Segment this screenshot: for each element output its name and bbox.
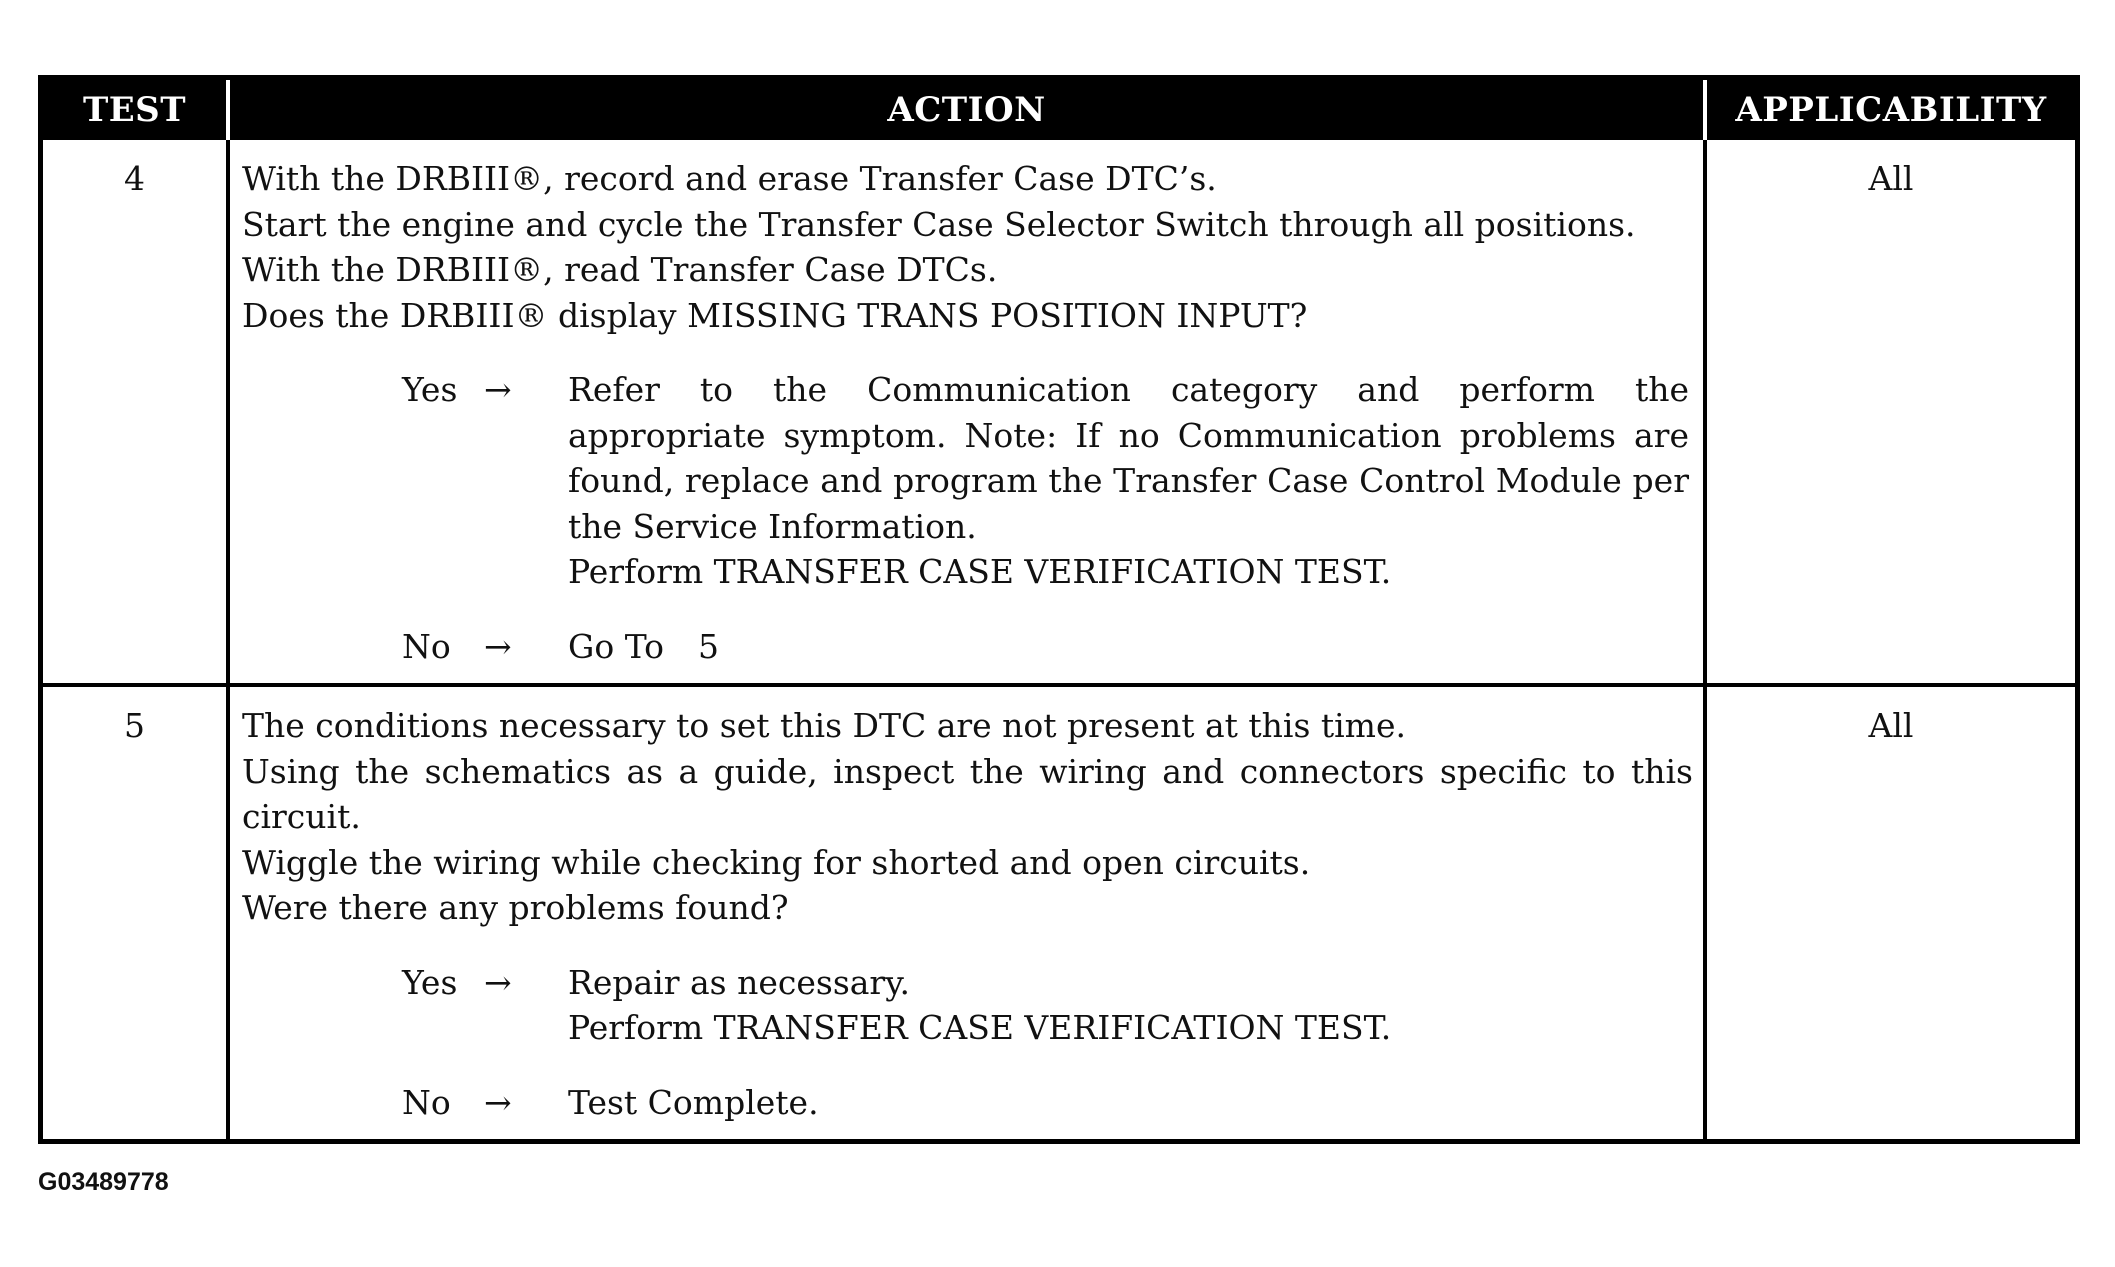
result-no-label: No [402, 1082, 451, 1122]
verification-test-instruction: Perform TRANSFER CASE VERIFICATION TEST. [568, 552, 1392, 591]
result-no-text: Test Complete. [568, 1082, 819, 1122]
result-yes-body [568, 367, 1693, 595]
diagnostic-test-table-frame [38, 75, 2080, 1144]
verification-test-instruction: Perform TRANSFER CASE VERIFICATION TEST. [568, 1008, 1392, 1047]
action-step: Using the schematics as a guide, inspect the wiring and connectors specific to this circuit. [242, 751, 1693, 836]
goto-test-number: 5 [698, 626, 720, 666]
right-arrow-icon: → [484, 962, 512, 1002]
result-yes [402, 960, 1693, 1051]
result-yes [402, 367, 1693, 595]
result-yes-text: Refer to the Communication category and perform the appropriate symptom. Note: If no Communication problems are found, replace and program the Transfer Case Control Module per the Service Information. [568, 370, 1689, 546]
result-yes-label: Yes [402, 370, 458, 409]
right-arrow-icon: → [484, 626, 512, 666]
right-arrow-icon: → [484, 370, 512, 409]
result-no-label: No [402, 626, 451, 666]
result-no [402, 624, 1693, 670]
table-row-test-5 [43, 685, 2075, 1139]
goto-label: Go To [568, 626, 665, 666]
action-cell [228, 140, 1705, 685]
result-no [402, 1080, 1693, 1126]
table-body [43, 140, 2075, 1139]
result-no-body [568, 1080, 1693, 1126]
action-step: With the DRBIII®, read Transfer Case DTCs. [242, 250, 998, 289]
action-cell [228, 685, 1705, 1139]
column-header-test: TEST [43, 80, 228, 140]
header-row [43, 80, 2075, 140]
action-step: Wiggle the wiring while checking for shorted and open circuits. [242, 842, 1311, 882]
action-step: The conditions necessary to set this DTC are not present at this time. [242, 706, 1406, 745]
result-yes-body [568, 960, 1693, 1051]
column-header-action: ACTION [228, 80, 1705, 140]
diagnostic-test-table [43, 80, 2075, 1139]
figure-id: G03489778 [38, 1168, 169, 1196]
test-number: 5 [43, 685, 228, 1139]
action-step: With the DRBIII®, record and erase Transfer Case DTC’s. [242, 159, 1217, 198]
right-arrow-icon: → [484, 1082, 512, 1122]
applicability-value: All [1705, 685, 2075, 1139]
applicability-value: All [1705, 140, 2075, 685]
result-yes-text: Repair as necessary. [568, 962, 910, 1002]
action-step: Start the engine and cycle the Transfer Case Selector Switch through all positions. [242, 204, 1636, 244]
action-step: Were there any problems found? [242, 888, 789, 927]
table-header [43, 80, 2075, 140]
action-step: Does the DRBIII® display MISSING TRANS POSITION INPUT? [242, 295, 1308, 335]
result-yes-label: Yes [402, 962, 458, 1002]
test-number: 4 [43, 140, 228, 685]
result-no-body [568, 624, 1693, 670]
column-header-applicability: APPLICABILITY [1705, 80, 2075, 140]
table-row-test-4 [43, 140, 2075, 685]
